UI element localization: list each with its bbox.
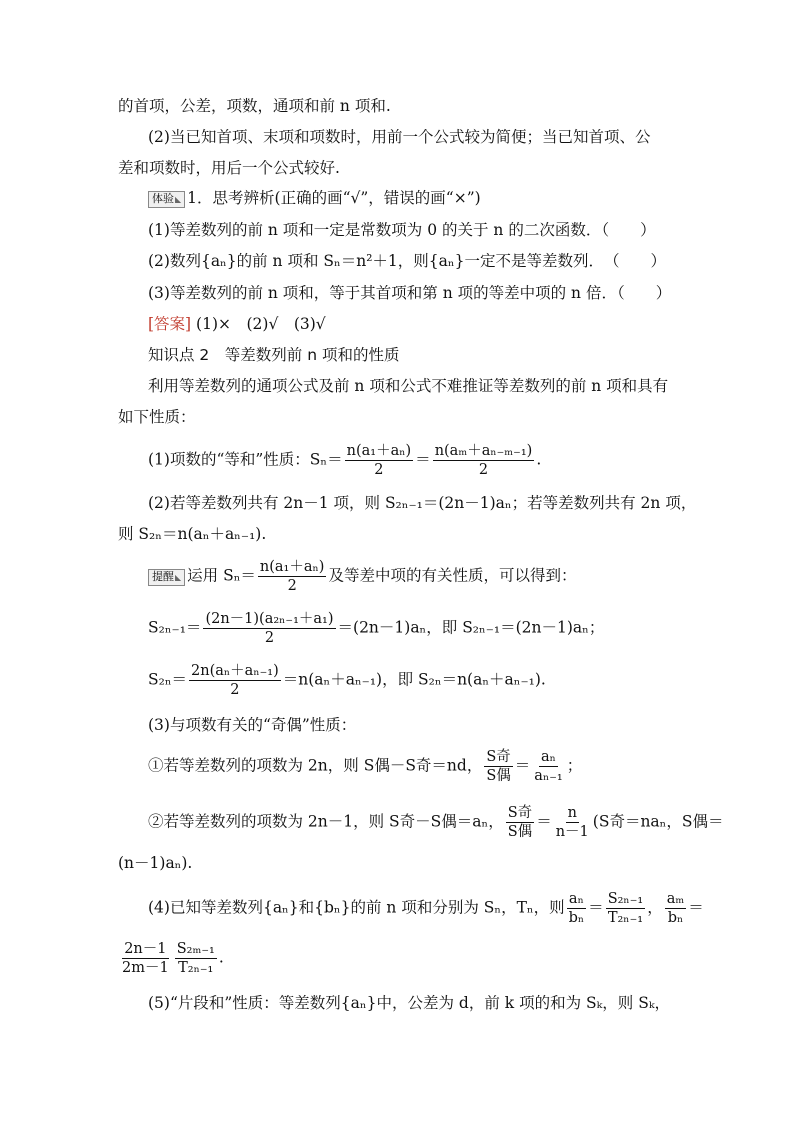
fraction: $\frac{\text{(2n－1)(a₂ₙ₋₁＋a₁)}}{2}$ [205,611,334,646]
fraction: $\frac{\text{S奇}}{\text{S偶}}$ [507,805,533,840]
formula-line: $\frac{2n-1}{2m-1}$ $\frac{\text{S₂ₘ₋₁}}{\text{T₂ₙ₋₁}}$ . [122,941,224,976]
fraction: $\frac{\text{S奇}}{\text{S偶}}$ [486,749,511,784]
formula-line: S₂ₙ＝ $\frac{\text{2n(aₙ＋aₙ₋₁)}}{2}$ ＝n(aₙ＋aₙ₋₁)，即 S₂ₙ＝n(aₙ＋aₙ₋₁). [148,663,546,698]
text-line: 则 S₂ₙ＝n(aₙ＋aₙ₋₁). [118,525,267,543]
text-line: 如下性质： [118,408,196,426]
formula-line: ②若等差数列的项数为 2n－1，则 S奇－S偶＝aₙ， $\frac{\text{S奇}}{\text{S偶}}$ ＝ $\frac{n}{n-1}$ (S奇＝naₙ，S偶＝ [148,805,724,840]
answer-line [148,313,326,335]
fraction: $\frac{\text{aₙ}}{\text{bₙ}}$ [568,891,585,926]
fraction: $\frac{\text{n(aₘ＋aₙ₋ₘ₋₁)}}{2}$ [434,443,533,478]
reminder-line: 提醒 ◣ 运用 Sₙ＝ $\frac{\text{n(a₁＋aₙ)}}{2}$ 及等差中项的有关性质，可以得到： [148,558,576,595]
exercise-item: (3)等差数列的前 n 项和，等于其首项和第 n 项的等差中项的 n 倍．（ ） [148,284,672,302]
fraction: $\frac{n}{n-1}$ [555,805,589,840]
text-line: (2)若等差数列共有 2n－1 项，则 S₂ₙ₋₁＝(2n－1)aₙ；若等差数列共有 2n 项， [148,494,697,512]
text-line: 利用等差数列的通项公式及前 n 项和公式不难推证等差数列的前 n 项和具有 [148,377,669,395]
section-heading: 知识点 2 等差数列前 n 项和的性质 [148,346,400,364]
fraction: $\frac{\text{S₂ₘ₋₁}}{\text{T₂ₙ₋₁}}$ [176,941,215,976]
fraction: $\frac{\text{aₙ}}{\text{aₙ₋₁}}$ [534,749,563,784]
formula-line: (4)已知等差数列{aₙ}和{bₙ}的前 n 项和分别为 Sₙ，Tₙ，则 $\frac{\text{aₙ}}{\text{bₙ}}$ ＝ $\frac{\text{S₂ₙ₋₁}}{\text{T₂ₙ₋₁}}$ ， $\frac{\text{aₘ}}{\text{bₙ}}$ ＝ [148,891,704,926]
text-line: (5)“片段和”性质：等差数列{aₙ}中，公差为 d，前 k 项的和为 Sₖ，则 Sₖ， [148,994,670,1012]
fraction: $\frac{\text{S₂ₙ₋₁}}{\text{T₂ₙ₋₁}}$ [607,891,644,926]
tixing-tag: 提醒 ◣ [148,569,185,586]
formula-line: (1)项数的“等和”性质：Sₙ＝ $\frac{\text{n(a₁＋aₙ)}}{2}$ ＝ $\frac{\text{n(aₘ＋aₙ₋ₘ₋₁)}}{2}$ . [148,443,542,478]
tiyan-tag: 体验 ◣ [148,191,185,208]
exercise-heading: 体验 ◣ 1．思考辨析(正确的画“√”，错误的画“×”) [148,187,481,209]
answer-tag: [答案] [148,315,192,333]
text-line: 的首项，公差，项数，通项和前 n 项和. [118,97,391,115]
answer-text: (1)× (2)√ (3)√ [196,315,326,333]
exercise-item: (2)数列{aₙ}的前 n 项和 Sₙ＝n²＋1，则{aₙ}一定不是等差数列． （ ） [148,252,666,270]
fraction: $\frac{\text{2n(aₙ＋aₙ₋₁)}}{2}$ [191,663,279,698]
fraction: $\frac{\text{n(a₁＋aₙ)}}{2}$ [346,443,412,478]
fraction: $\frac{\text{aₘ}}{\text{bₙ}}$ [666,891,685,926]
formula-line: S₂ₙ₋₁＝ $\frac{\text{(2n－1)(a₂ₙ₋₁＋a₁)}}{2}$ ＝(2n－1)aₙ，即 S₂ₙ₋₁＝(2n－1)aₙ； [148,611,605,646]
text-line: (n－1)aₙ). [118,854,193,872]
text-line: (3)与项数有关的“奇偶”性质： [148,716,357,734]
formula-line: ①若等差数列的项数为 2n，则 S偶－S奇＝nd， $\frac{\text{S奇}}{\text{S偶}}$ ＝ $\frac{\text{aₙ}}{\text{aₙ₋₁}}$ ； [148,749,583,784]
fraction: $\frac{\text{n(a₁＋aₙ)}}{2}$ [259,559,325,594]
exercise-item: (1)等差数列的前 n 项和一定是常数项为 0 的关于 n 的二次函数．（ ） [148,221,656,239]
text-line: 差和项数时，用后一个公式较好. [118,159,340,177]
text-line: (2)当已知首项、末项和项数时，用前一个公式较为简便；当已知首项、公 [148,128,651,146]
fraction: $\frac{2n-1}{2m-1}$ [122,941,169,976]
